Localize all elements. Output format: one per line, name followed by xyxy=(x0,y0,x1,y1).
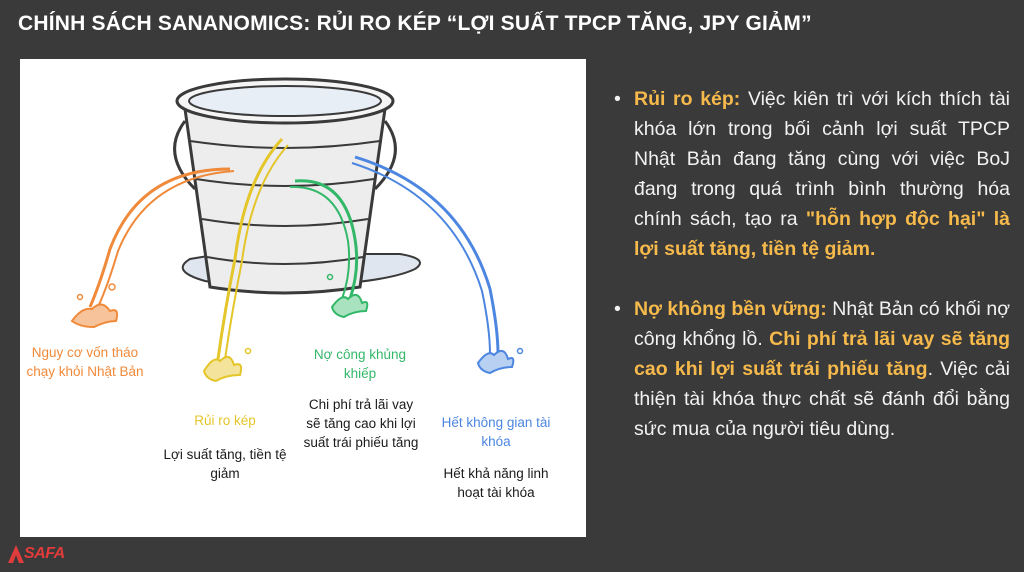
caption-double-risk: Lợi suất tăng, tiền tệ giảm xyxy=(163,447,287,481)
label-capital-flight: Nguy cơ vốn tháo chạy khỏi Nhật Bản xyxy=(26,345,144,379)
logo-mark-icon xyxy=(6,543,26,565)
bullet-heading: Nợ không bền vững: xyxy=(634,298,827,320)
bullet-text-end: . Việc cải thiện tài khóa thực chất sẽ đánh đổi bằng sức mua của người tiêu dùng. xyxy=(634,358,1010,440)
page-title: CHÍNH SÁCH SANANOMICS: RỦI RO KÉP “LỢI SUẤT TPCP TĂNG, JPY GIẢM” xyxy=(18,12,812,35)
caption-public-debt: Chi phí trả lãi vay sẽ tăng cao khi lợi suất trái phiếu tăng xyxy=(303,397,419,450)
label-double-risk: Rủi ro kép xyxy=(194,413,256,428)
diagram-panel xyxy=(20,59,586,537)
label-fiscal-space: Hết không gian tài khóa xyxy=(441,415,551,449)
bullet-heading: Rủi ro kép: xyxy=(634,88,741,110)
bullet-double-risk xyxy=(614,84,1010,264)
label-public-debt: Nợ công khủng khiếp xyxy=(313,347,407,381)
bullet-list xyxy=(614,84,1010,474)
bullet-unsustainable-debt xyxy=(614,294,1010,444)
bullet-text: Việc kiên trì với kích thích tài khóa lớn trong bối cảnh lợi suất TPCP Nhật Bản đang tăng cùng với việc BoJ đang trong quá trình bình thường hóa chính sách, tạo ra xyxy=(634,88,1010,230)
safa-logo xyxy=(6,543,76,565)
logo-text: SAFA xyxy=(24,545,65,562)
caption-fiscal-space: Hết khả năng linh hoạt tài khóa xyxy=(443,466,549,500)
bullet-text: Nhật Bản có khối nợ công khổng lồ. xyxy=(634,298,1010,350)
bullet-highlight: "hỗn hợp độc hại" là lợi suất tăng, tiền tệ giảm. xyxy=(634,208,1010,260)
bullet-highlight: Chi phí trả lãi vay sẽ tăng cao khi lợi suất trái phiếu tăng xyxy=(634,328,1010,380)
